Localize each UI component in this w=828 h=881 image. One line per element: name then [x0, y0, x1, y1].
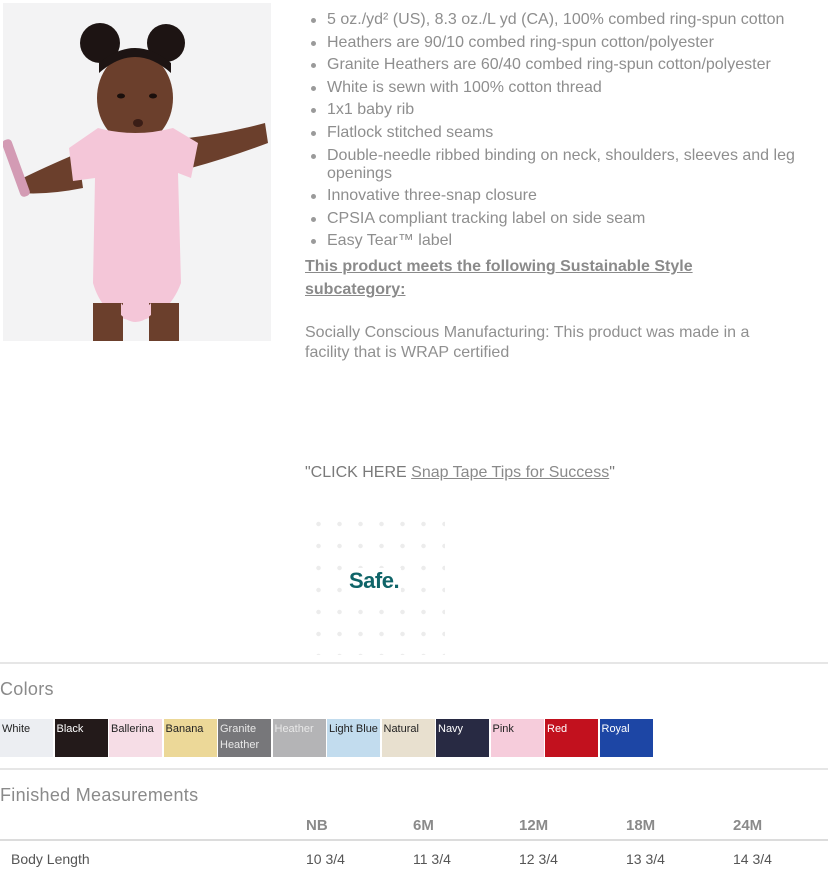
feature-list	[305, 11, 805, 250]
color-swatch-red[interactable]	[545, 719, 598, 757]
feature-item: Innovative three-snap closure	[305, 187, 805, 205]
feature-item: Flatlock stitched seams	[305, 124, 805, 142]
swatch-label: Light Blue	[329, 723, 378, 735]
snap-tape-tips-link[interactable]: Snap Tape Tips for Success	[411, 464, 610, 481]
table-header-row	[0, 812, 828, 840]
color-swatch-heather[interactable]	[273, 719, 326, 757]
safe-badge-text: Safe.	[349, 568, 400, 593]
swatch-label: Granite Heather	[220, 723, 260, 751]
feature-item: 1x1 baby rib	[305, 101, 805, 119]
column-header	[0, 812, 306, 840]
swatch-label: Heather	[274, 723, 314, 735]
column-header: 18M	[626, 812, 733, 840]
swatch-label: Banana	[165, 723, 204, 735]
row-label: Body Length	[11, 850, 90, 867]
swatch-label: Natural	[383, 723, 419, 735]
table-cell: 14 3/4	[733, 850, 772, 867]
feature-item: CPSIA compliant tracking label on side seam	[305, 210, 805, 228]
product-details	[305, 11, 805, 363]
table-cell: 12 3/4	[519, 850, 558, 867]
color-swatch-white[interactable]	[0, 719, 53, 757]
swatch-label: Navy	[438, 723, 464, 735]
color-swatch-black[interactable]	[55, 719, 108, 757]
column-header: NB	[306, 812, 413, 840]
color-swatch-banana[interactable]	[164, 719, 217, 757]
color-swatch-navy[interactable]	[436, 719, 489, 757]
swatch-label: Royal	[601, 723, 630, 735]
swatch-label: Black	[56, 723, 84, 735]
product-image	[3, 3, 271, 341]
colors-section-title: Colors	[0, 679, 54, 699]
color-swatch-royal[interactable]	[600, 719, 653, 757]
feature-item: Easy Tear™ label	[305, 232, 805, 250]
feature-item: Heathers are 90/10 combed ring-spun cotton/polyester	[305, 34, 805, 52]
feature-item: 5 oz./yd² (US), 8.3 oz./L yd (CA), 100% combed ring-spun cotton	[305, 11, 805, 29]
color-swatch-ballerina[interactable]	[109, 719, 162, 757]
section-divider	[0, 768, 828, 770]
color-swatch-list	[0, 719, 654, 757]
sustainability-heading: This product meets the following Sustainable Style subcategory:	[305, 258, 693, 299]
sustainability-description: Socially Conscious Manufacturing: This product was made in a facility that is WRAP certified	[305, 324, 750, 362]
swatch-label: Ballerina	[111, 723, 154, 735]
column-header: 6M	[413, 812, 519, 840]
section-divider	[0, 662, 828, 664]
swatch-label: Pink	[492, 723, 514, 735]
click-here-suffix: "	[609, 464, 615, 481]
snap-tape-tips-callout	[305, 464, 615, 482]
table-cell: 10 3/4	[306, 850, 345, 867]
table-cell: 11 3/4	[413, 850, 451, 867]
feature-item: Double-needle ribbed binding on neck, shoulders, sleeves and leg openings	[305, 147, 805, 183]
measurements-section-title: Finished Measurements	[0, 785, 199, 805]
feature-item: Granite Heathers are 60/40 combed ring-spun cotton/polyester	[305, 56, 805, 74]
column-header: 12M	[519, 812, 626, 840]
swatch-label: White	[2, 723, 31, 735]
swatch-label: Red	[547, 723, 568, 735]
column-header: 24M	[733, 812, 828, 840]
feature-item: White is sewn with 100% cotton thread	[305, 79, 805, 97]
safe-badge	[305, 510, 445, 655]
color-swatch-light-blue[interactable]	[327, 719, 380, 757]
color-swatch-natural[interactable]	[382, 719, 435, 757]
color-swatch-pink[interactable]	[491, 719, 544, 757]
measurements-table	[0, 812, 828, 876]
table-row	[0, 840, 828, 876]
table-cell: 13 3/4	[626, 850, 665, 867]
click-here-prefix: "CLICK HERE	[305, 464, 412, 481]
color-swatch-granite-heather[interactable]	[218, 719, 271, 757]
baby-bodysuit-illustration	[3, 3, 271, 341]
